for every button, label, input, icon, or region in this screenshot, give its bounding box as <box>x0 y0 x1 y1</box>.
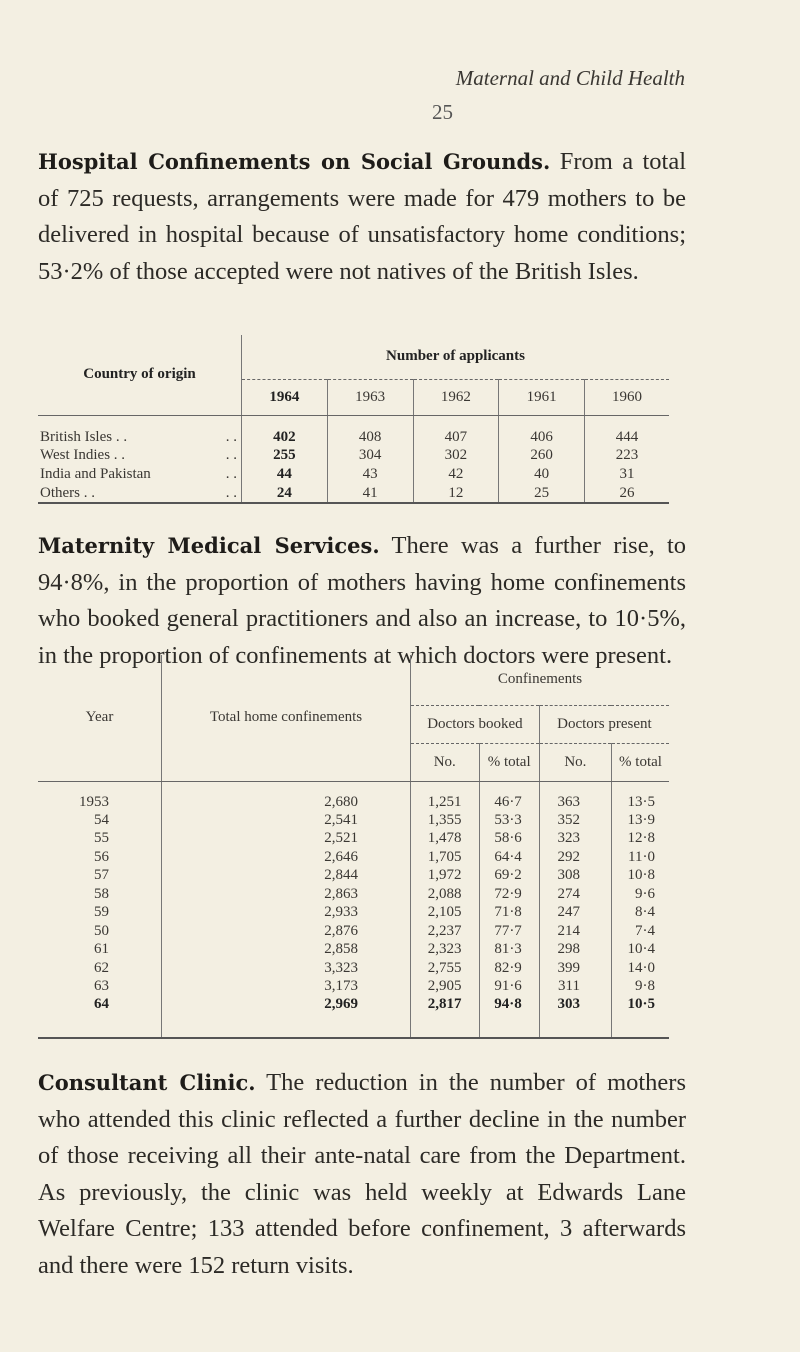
present-no-cell: 323 <box>539 830 611 849</box>
applicants-table <box>38 335 669 504</box>
total-cell: 2,521 <box>162 830 411 849</box>
table-row <box>38 811 669 830</box>
booked-pct-cell: 77·7 <box>479 922 539 941</box>
year-cell: 63 <box>94 978 109 995</box>
value-cell: 26 <box>585 484 669 503</box>
year-cell: 62 <box>94 959 109 976</box>
year-cell: 56 <box>94 848 109 865</box>
table-row <box>38 781 669 811</box>
present-no-cell: 292 <box>539 848 611 867</box>
present-pct-cell: 10·4 <box>611 941 669 960</box>
present-pct-cell: 13·5 <box>611 781 669 811</box>
total-cell: 2,541 <box>162 811 411 830</box>
booked-no-cell: 2,323 <box>411 941 480 960</box>
value-cell: 444 <box>585 415 669 446</box>
value-cell: 260 <box>499 446 585 465</box>
total-cell: 3,173 <box>162 978 411 997</box>
leader-dots: . . <box>225 466 237 482</box>
running-head: Maternal and Child Health <box>455 66 685 90</box>
value-cell: 406 <box>499 415 585 446</box>
country-name: West Indies . . <box>40 447 126 463</box>
leader-dots: . . <box>225 429 237 445</box>
country-name: British Isles . . <box>40 429 128 445</box>
total-cell: 2,969 <box>162 996 411 1038</box>
leader-dots: . . <box>225 484 237 501</box>
booked-pct-cell: 81·3 <box>479 941 539 960</box>
present-no-cell: 308 <box>539 867 611 886</box>
booked-pct-cell: 72·9 <box>479 885 539 904</box>
booked-pct-cell: 46·7 <box>479 781 539 811</box>
value-cell: 255 <box>242 446 328 465</box>
present-no-cell: 311 <box>539 978 611 997</box>
table-row <box>38 484 669 503</box>
value-cell: 43 <box>327 465 413 484</box>
booked-no-header: No. <box>411 743 480 781</box>
paragraph-text: The reduction in the number of mothers who attended this clinic reflected a further decline in the number of those receiving all their ante-natal care from the Department. As previously, the clinic was held weekly at Edwards Lane Welfare Centre; 133 attended before confinement, 3 afterwards and there were 152 return visits. <box>38 1069 686 1279</box>
paragraph-consultant-clinic <box>38 1065 686 1284</box>
present-pct-header: % total <box>611 743 669 781</box>
booked-no-cell: 2,755 <box>411 959 480 978</box>
present-pct-cell: 13·9 <box>611 811 669 830</box>
booked-pct-cell: 53·3 <box>479 811 539 830</box>
booked-pct-header: % total <box>479 743 539 781</box>
total-cell: 2,844 <box>162 867 411 886</box>
booked-no-cell: 2,905 <box>411 978 480 997</box>
country-cell <box>38 484 242 503</box>
present-no-header: No. <box>539 743 611 781</box>
present-pct-cell: 14·0 <box>611 959 669 978</box>
total-cell: 3,323 <box>162 959 411 978</box>
booked-no-cell: 2,237 <box>411 922 480 941</box>
year-header-1960: 1960 <box>585 379 669 415</box>
year-header: Year <box>38 655 162 781</box>
booked-no-cell: 2,105 <box>411 904 480 923</box>
table-row <box>38 465 669 484</box>
table-row <box>38 446 669 465</box>
table-row <box>38 867 669 886</box>
year-cell: 64 <box>94 996 109 1012</box>
value-cell: 223 <box>585 446 669 465</box>
table-row <box>38 996 669 1038</box>
paragraph-hospital-confinements <box>38 144 686 290</box>
total-cell: 2,680 <box>162 781 411 811</box>
booked-pct-cell: 69·2 <box>479 867 539 886</box>
booked-no-cell: 1,355 <box>411 811 480 830</box>
present-no-cell: 298 <box>539 941 611 960</box>
table-row <box>38 978 669 997</box>
value-cell: 42 <box>413 465 499 484</box>
section-heading: Hospital Confinements on Social Grounds. <box>38 149 551 174</box>
year-cell: 54 <box>94 811 109 828</box>
table-row <box>38 848 669 867</box>
value-cell: 41 <box>327 484 413 503</box>
country-cell <box>38 446 242 465</box>
value-cell: 408 <box>327 415 413 446</box>
year-cell: 61 <box>94 941 109 958</box>
year-header-1962: 1962 <box>413 379 499 415</box>
table-row <box>38 830 669 849</box>
country-cell <box>38 465 242 484</box>
confinements-table <box>38 655 669 1039</box>
booked-no-cell: 1,705 <box>411 848 480 867</box>
total-cell: 2,858 <box>162 941 411 960</box>
value-cell: 304 <box>327 446 413 465</box>
present-pct-cell: 11·0 <box>611 848 669 867</box>
booked-no-cell: 2,817 <box>411 996 480 1038</box>
value-cell: 25 <box>499 484 585 503</box>
table-row <box>38 904 669 923</box>
year-cell: 57 <box>94 867 109 884</box>
present-pct-cell: 9·6 <box>611 885 669 904</box>
section-heading: Maternity Medical Services. <box>38 533 380 558</box>
year-cell: 59 <box>94 904 109 921</box>
value-cell: 31 <box>585 465 669 484</box>
table-row <box>38 922 669 941</box>
year-cell: 55 <box>94 830 109 847</box>
total-header: Total home confinements <box>162 655 411 781</box>
value-cell: 44 <box>242 465 328 484</box>
present-no-cell: 363 <box>539 781 611 811</box>
doctors-booked-header: Doctors booked <box>411 705 540 743</box>
table-row <box>38 959 669 978</box>
page-number: 25 <box>432 100 453 124</box>
value-cell: 407 <box>413 415 499 446</box>
present-pct-cell: 10·8 <box>611 867 669 886</box>
total-cell: 2,876 <box>162 922 411 941</box>
total-cell: 2,646 <box>162 848 411 867</box>
value-cell: 302 <box>413 446 499 465</box>
booked-no-cell: 1,478 <box>411 830 480 849</box>
table-row <box>38 885 669 904</box>
paragraph-maternity-services <box>38 528 686 674</box>
table-row <box>38 415 669 446</box>
year-cell: 50 <box>94 922 109 939</box>
booked-pct-cell: 64·4 <box>479 848 539 867</box>
present-pct-cell: 8·4 <box>611 904 669 923</box>
year-header-1963: 1963 <box>327 379 413 415</box>
present-no-cell: 303 <box>539 996 611 1038</box>
year-header-1961: 1961 <box>499 379 585 415</box>
country-name: India and Pakistan <box>40 466 151 482</box>
paragraph-text: From a total of 725 requests, arrangements were made for 479 mothers to be delivered in hospital because of unsatisfactory home conditions; 53·2% of those accepted were not natives of the British Isles. <box>38 148 687 285</box>
country-cell <box>38 415 242 446</box>
leader-dots: . . <box>225 447 237 463</box>
section-heading: Consultant Clinic. <box>38 1070 256 1095</box>
value-cell: 12 <box>413 484 499 503</box>
booked-pct-cell: 91·6 <box>479 978 539 997</box>
table-row <box>38 941 669 960</box>
country-header: Country of origin <box>38 335 242 415</box>
present-pct-cell: 7·4 <box>611 922 669 941</box>
applicants-group-header: Number of applicants <box>242 335 670 379</box>
present-pct-cell: 9·8 <box>611 978 669 997</box>
year-cell: 1953 <box>79 794 109 810</box>
value-cell: 40 <box>499 465 585 484</box>
paragraph-text: There was a further rise, to 94·8%, in the proportion of mothers having home confinements who booked general practitioners and also an increase, to 10·5%, in the proportion of confinements at which doctors were present. <box>38 532 687 669</box>
present-pct-cell: 10·5 <box>611 996 669 1038</box>
present-no-cell: 274 <box>539 885 611 904</box>
booked-no-cell: 1,972 <box>411 867 480 886</box>
present-pct-cell: 12·8 <box>611 830 669 849</box>
booked-no-cell: 2,088 <box>411 885 480 904</box>
country-name: Others . . <box>40 484 95 501</box>
booked-pct-cell: 94·8 <box>479 996 539 1038</box>
present-no-cell: 352 <box>539 811 611 830</box>
year-header-1964: 1964 <box>242 379 328 415</box>
booked-pct-cell: 71·8 <box>479 904 539 923</box>
value-cell: 24 <box>242 484 328 503</box>
present-no-cell: 399 <box>539 959 611 978</box>
total-cell: 2,863 <box>162 885 411 904</box>
confinements-group-header: Confinements <box>411 655 670 705</box>
value-cell: 402 <box>242 415 328 446</box>
total-cell: 2,933 <box>162 904 411 923</box>
present-no-cell: 247 <box>539 904 611 923</box>
booked-pct-cell: 58·6 <box>479 830 539 849</box>
booked-no-cell: 1,251 <box>411 781 480 811</box>
present-no-cell: 214 <box>539 922 611 941</box>
year-cell: 58 <box>94 885 109 902</box>
booked-pct-cell: 82·9 <box>479 959 539 978</box>
doctors-present-header: Doctors present <box>539 705 669 743</box>
